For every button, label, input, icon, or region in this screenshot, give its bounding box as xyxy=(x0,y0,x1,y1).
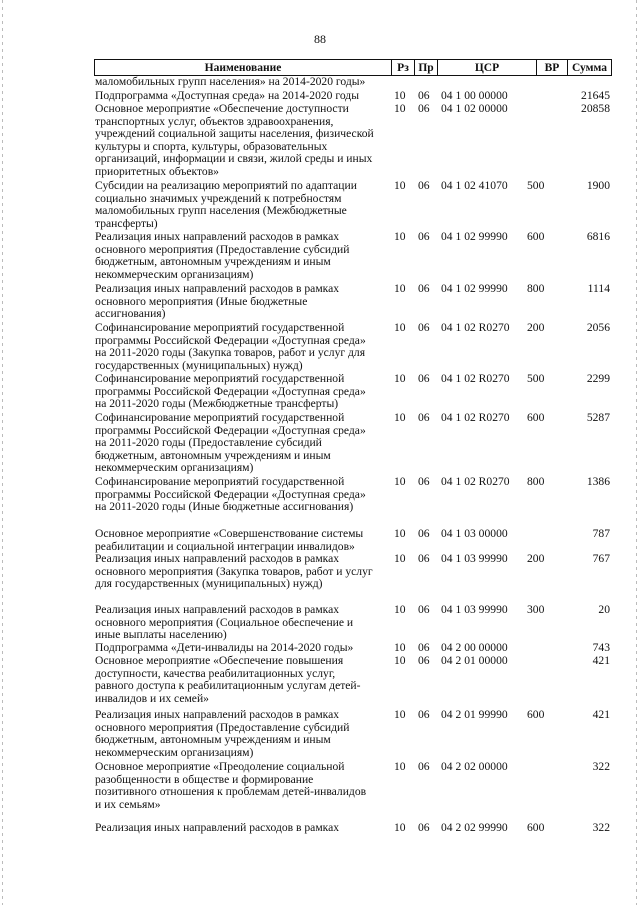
row-name: Основное мероприятие «Обеспечение доступности транспортных услуг, объектов здравоохранения, учреждений социальной защиты населения, физической культуры и спорта, культуры, образовательных организаций, информации и связи, жилой среды и иных приоритетных объектов» xyxy=(95,102,374,178)
row-name: Основное мероприятие «Обеспечение повышения доступности, качества реабилитационных услуг, равного доступа к реабилитационным услугам детей- инвалидов и их семей» xyxy=(95,654,361,705)
row-pr: 06 xyxy=(418,230,430,243)
row-sum: 1114 xyxy=(587,282,610,295)
row-csr: 04 1 03 00000 xyxy=(441,527,508,540)
row-name: Реализация иных направлений расходов в рамках основного мероприятия (Закупка товаров, работ и услуг для государственных (муниципальных) нужд) xyxy=(95,552,373,591)
row-csr: 04 1 02 R0270 xyxy=(441,372,510,385)
row-name: Софинансирование мероприятий государственной программы Российской Федерации «Доступная среда» на 2011-2020 годы (Закупка товаров, работ и услуг для государственных (муниципальных) нужд) xyxy=(95,321,366,372)
row-csr: 04 1 02 00000 xyxy=(441,102,508,115)
row-pr: 06 xyxy=(418,821,430,834)
row-csr: 04 1 02 99990 xyxy=(441,282,508,295)
row-sum: 21645 xyxy=(581,89,610,102)
row-pr: 06 xyxy=(418,321,430,334)
row-csr: 04 1 02 R0270 xyxy=(441,411,510,424)
row-sum: 2056 xyxy=(586,321,610,334)
header-vr: ВР xyxy=(537,60,568,76)
row-rz: 10 xyxy=(394,821,406,834)
row-sum: 322 xyxy=(592,821,610,834)
row-sum: 421 xyxy=(592,654,610,667)
row-sum: 767 xyxy=(592,552,610,565)
row-name: Подпрограмма «Доступная среда» на 2014-2020 годы xyxy=(95,89,359,102)
row-pr: 06 xyxy=(418,475,430,488)
row-vr: 200 xyxy=(527,552,545,565)
row-pr: 06 xyxy=(418,372,430,385)
row-name: Основное мероприятие «Совершенствование системы реабилитации и социальной интеграции инвалидов» xyxy=(95,527,364,553)
row-name: Субсидии на реализацию мероприятий по адаптации социально значимых учреждений к потребностям маломобильных групп населения (Межбюджетные трансферты) xyxy=(95,179,357,230)
row-csr: 04 1 02 R0270 xyxy=(441,475,510,488)
row-pr: 06 xyxy=(418,708,430,721)
row-pr: 06 xyxy=(418,552,430,565)
row-csr: 04 2 00 00000 xyxy=(441,641,508,654)
row-pr: 06 xyxy=(418,641,430,654)
row-rz: 10 xyxy=(394,654,406,667)
header-name: Наименование xyxy=(95,60,392,76)
row-pr: 06 xyxy=(418,282,430,295)
row-vr: 600 xyxy=(527,230,545,243)
row-csr: 04 2 01 99990 xyxy=(441,708,508,721)
row-name: Софинансирование мероприятий государственной программы Российской Федерации «Доступная среда» на 2011-2020 годы (Предоставление субсидий бюджетным, автономным учреждениям и иным некоммерческим организациям) xyxy=(95,411,366,475)
row-vr: 800 xyxy=(527,475,545,488)
row-rz: 10 xyxy=(394,102,406,115)
row-sum: 421 xyxy=(592,708,610,721)
row-vr: 500 xyxy=(527,372,545,385)
row-rz: 10 xyxy=(394,89,406,102)
table-header xyxy=(94,59,612,76)
row-name: Реализация иных направлений расходов в рамках основного мероприятия (Социальное обеспечение и иные выплаты населению) xyxy=(95,603,354,642)
row-pr: 06 xyxy=(418,411,430,424)
row-name: Основное мероприятие «Преодоление социальной разобщенности в обществе и формирование позитивного отношения к проблемам детей-инвалидов и их семьям» xyxy=(95,760,367,811)
row-name: Софинансирование мероприятий государственной программы Российской Федерации «Доступная среда» на 2011-2020 годы (Межбюджетные трансферты) xyxy=(95,372,366,411)
row-pr: 06 xyxy=(418,603,430,616)
row-sum: 6816 xyxy=(586,230,610,243)
row-sum: 5287 xyxy=(586,411,610,424)
row-rz: 10 xyxy=(394,230,406,243)
row-rz: 10 xyxy=(394,321,406,334)
header-sum: Сумма xyxy=(568,60,612,76)
row-vr: 600 xyxy=(527,708,545,721)
row-vr: 200 xyxy=(527,321,545,334)
row-name: Реализация иных направлений расходов в рамках основного мероприятия (Предоставление субсидий бюджетным, автономным учреждениям и иным некоммерческим организациям) xyxy=(95,708,350,759)
row-csr: 04 2 02 99990 xyxy=(441,821,508,834)
row-vr: 300 xyxy=(527,603,545,616)
row-rz: 10 xyxy=(394,475,406,488)
row-rz: 10 xyxy=(394,760,406,773)
row-pr: 06 xyxy=(418,760,430,773)
row-name: Подпрограмма «Дети-инвалиды на 2014-2020 годы» xyxy=(95,641,354,654)
row-sum: 20 xyxy=(598,603,610,616)
row-pr: 06 xyxy=(418,179,430,192)
row-rz: 10 xyxy=(394,603,406,616)
row-name: Софинансирование мероприятий государственной программы Российской Федерации «Доступная среда» на 2011-2020 годы (Иные бюджетные ассигнования) xyxy=(95,475,366,514)
row-rz: 10 xyxy=(394,552,406,565)
row-pr: 06 xyxy=(418,102,430,115)
row-rz: 10 xyxy=(394,372,406,385)
row-csr: 04 1 03 99990 xyxy=(441,552,508,565)
row-rz: 10 xyxy=(394,411,406,424)
row-rz: 10 xyxy=(394,641,406,654)
row-sum: 1386 xyxy=(586,475,610,488)
scan-edge-right xyxy=(636,0,637,905)
row-csr: 04 2 02 00000 xyxy=(441,760,508,773)
header-pr: Пр xyxy=(415,60,438,76)
row-sum: 1900 xyxy=(586,179,610,192)
row-sum: 20858 xyxy=(581,102,610,115)
page-number: 88 xyxy=(314,32,326,46)
row-vr: 600 xyxy=(527,411,545,424)
header-csr: ЦСР xyxy=(438,60,537,76)
row-rz: 10 xyxy=(394,179,406,192)
scan-edge-left xyxy=(2,0,3,905)
row-csr: 04 1 00 00000 xyxy=(441,89,508,102)
row-name: Реализация иных направлений расходов в рамках основного мероприятия (Иные бюджетные ассигнования) xyxy=(95,282,340,321)
row-vr: 600 xyxy=(527,821,545,834)
row-name: маломобильных групп населения» на 2014-2020 годы» xyxy=(95,75,366,88)
row-rz: 10 xyxy=(394,527,406,540)
row-csr: 04 1 03 99990 xyxy=(441,603,508,616)
row-name: Реализация иных направлений расходов в рамках основного мероприятия (Предоставление субсидий бюджетным, автономным учреждениям и иным некоммерческим организациям) xyxy=(95,230,350,281)
row-name: Реализация иных направлений расходов в рамках xyxy=(95,821,340,834)
row-sum: 787 xyxy=(592,527,610,540)
row-csr: 04 1 02 R0270 xyxy=(441,321,510,334)
row-sum: 2299 xyxy=(586,372,610,385)
row-sum: 322 xyxy=(592,760,610,773)
row-pr: 06 xyxy=(418,89,430,102)
row-rz: 10 xyxy=(394,282,406,295)
row-vr: 500 xyxy=(527,179,545,192)
row-csr: 04 2 01 00000 xyxy=(441,654,508,667)
row-sum: 743 xyxy=(592,641,610,654)
row-csr: 04 1 02 99990 xyxy=(441,230,508,243)
header-rz: Рз xyxy=(392,60,415,76)
row-pr: 06 xyxy=(418,654,430,667)
row-rz: 10 xyxy=(394,708,406,721)
row-vr: 800 xyxy=(527,282,545,295)
row-csr: 04 1 02 41070 xyxy=(441,179,508,192)
row-pr: 06 xyxy=(418,527,430,540)
